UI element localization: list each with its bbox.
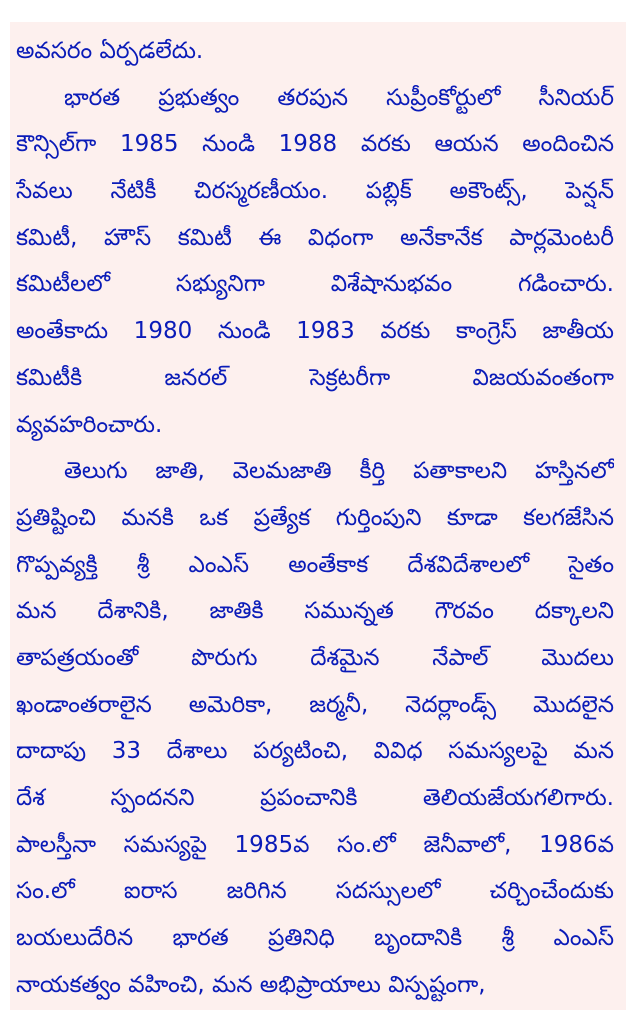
text-line: సేవలు నేటికీ చిరస్మరణీయం. పబ్లిక్ అకౌంట్స్, పెన్షన్ <box>16 178 614 205</box>
text-line: మన దేశానికి, జాతికి సమున్నత గౌరవం దక్కాలని <box>16 598 614 625</box>
text-line: దాదాపు 33 దేశాలు పర్యటించి, వివిధ సమస్యలపై మన <box>16 738 614 765</box>
text-line: కమిటీకి జనరల్ సెక్రటరీగా విజయవంతంగా <box>16 364 614 391</box>
text-line: కమిటీ, హౌస్ కమిటీ ఈ విధంగా అనేకానేక పార్లమెంటరీ <box>16 224 614 251</box>
text-line: గొప్పవ్యక్తి శ్రీ ఎంఎస్ అంతేకాక దేశవిదేశాలలో సైతం <box>16 551 614 578</box>
text-line: ఖండాంతరాలైన అమెరికా, జర్మనీ, నెదర్లాండ్స్ మొదలైన <box>16 691 614 718</box>
text-line: వ్యవహరించారు. <box>16 411 163 438</box>
text-line: నాయకత్వం వహించి, మన అభిప్రాయాలు విస్పష్టంగా, <box>16 971 486 998</box>
document-body <box>16 28 614 1008</box>
text-line: తాపత్రయంతో పొరుగు దేశమైన నేపాల్ మొదలు <box>16 644 614 671</box>
text-line: కమిటీలలో సభ్యునిగా విశేషానుభవం గడించారు. <box>16 271 614 298</box>
text-line: భారత ప్రభుత్వం తరపున సుప్రీంకోర్టులో సీనియర్ <box>64 84 614 111</box>
text-line: పాలస్తీనా సమస్యపై 1985వ సం.లో జెనీవాలో, 1986వ <box>16 831 614 858</box>
text-line: కౌన్సిల్‌గా 1985 నుండి 1988 వరకు ఆయన అందించిన <box>16 131 614 158</box>
text-line: బయలుదేరిన భారత ప్రతినిధి బృందానికి శ్రీ ఎంఎస్ <box>16 925 614 952</box>
text-line: అవసరం ఏర్పడలేదు. <box>16 38 204 64</box>
text-line: సం.లో ఐరాస జరిగిన సదస్సులలో చర్చించేందుకు <box>16 878 614 905</box>
text-line: అంతేకాదు 1980 నుండి 1983 వరకు కాంగ్రెస్ జాతీయ <box>16 318 614 345</box>
text-line: ప్రతిష్టించి మనకి ఒక ప్రత్యేక గుర్తింపుని కూడా కలగజేసిన <box>16 504 614 531</box>
text-line: తెలుగు జాతి, వెలమజాతి కీర్తి పతాకాలని హస్తినలో <box>64 458 614 485</box>
text-line: దేశ స్పందనని ప్రపంచానికి తెలియజేయగలిగారు. <box>16 785 614 811</box>
